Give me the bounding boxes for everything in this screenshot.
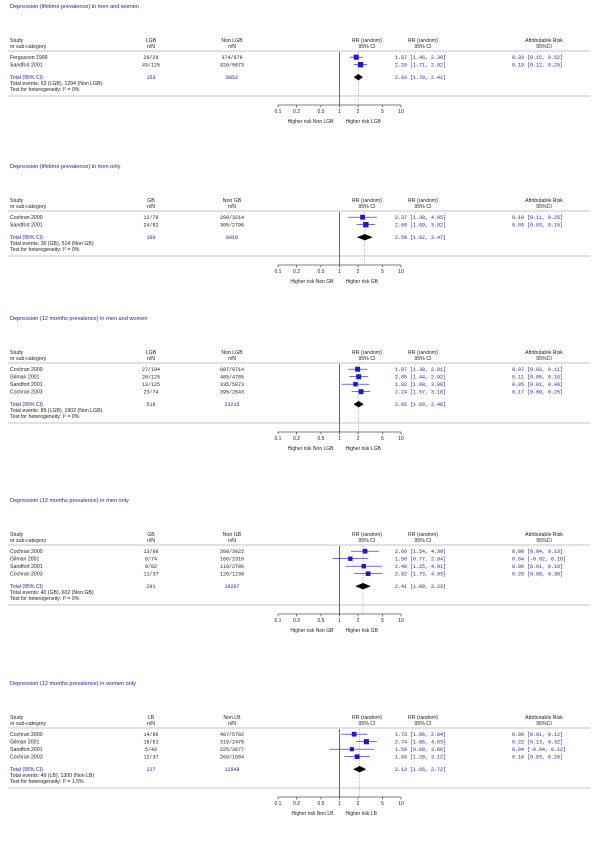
panel-4-study-3-group1: 8/82 — [144, 564, 158, 570]
panel-2-total-group2: 6010 — [225, 235, 239, 241]
panel-1-title: Depression (lifetime prevalence) in men and women — [10, 4, 140, 10]
panel-5-header-subcategory: or sub-category — [10, 721, 47, 727]
panel-5-x-tick-label-6: 5 — [381, 801, 384, 807]
panel-2-title: Depression (lifetime prevalence) in men only — [10, 164, 121, 170]
panel-3-study-3-rr-marker — [353, 382, 358, 387]
panel-1-study-1-name: Fergusson 1999 — [10, 55, 48, 61]
panel-4-study-1-rr-value: 2.60 [1.54, 4.39] — [395, 549, 447, 555]
panel-4-header-group1-nN: n/N — [146, 538, 156, 544]
panel-4-study-1-rr-marker — [363, 549, 368, 554]
panel-2-x-tick-label-5: 2 — [356, 269, 360, 275]
panel-1-total-group2: 6852 — [225, 75, 239, 81]
panel-5-header-group2: Non LB — [223, 715, 241, 721]
panel-4-study-4-group1: 11/37 — [143, 571, 159, 578]
panel-5-x-tick-label-2: 0.2 — [293, 801, 300, 807]
panel-4-header-subcategory: or sub-category — [10, 538, 47, 544]
panel-3-heterogeneity: Test for heterogeneity: I² = 0% — [10, 414, 80, 420]
panel-5-study-3-group2: 225/3077 — [219, 747, 245, 753]
panel-4-study-3-group2: 110/2796 — [219, 564, 245, 570]
panel-5-header-study: Study — [10, 715, 24, 721]
panel-3-study-4-rr-value: 2.24 [1.57, 3.18] — [395, 389, 447, 396]
panel-4-study-2-group2: 166/2310 — [219, 556, 245, 563]
panel-3-header-rr: RR (random) — [408, 350, 438, 356]
panel-3-study-1-rr-value: 1.97 [1.38, 2.81] — [395, 367, 447, 373]
panel-3-study-2-ar-value: 0.11 [0.05, 0.16] — [512, 374, 564, 381]
panel-5-study-3-rr-value: 1.59 [0.69, 3.66] — [395, 747, 447, 753]
panel-2-x-tick-label-4: 1 — [338, 269, 341, 275]
panel-5-study-3-group1: 5/43 — [144, 747, 158, 753]
panel-5-axis-label-left: Higher risk Non LB — [291, 811, 334, 817]
panel-2-header-group2: Non GB — [222, 198, 242, 204]
panel-1-header-ar-ci: 95%CI — [536, 44, 552, 50]
panel-1-header-group2: Non LGB — [221, 38, 243, 44]
panel-2-header-group2-nN: n/N — [227, 204, 237, 210]
panel-3-x-tick-label-4: 1 — [338, 436, 341, 442]
panel-3-study-2-rr-value: 2.05 [1.44, 2.92] — [395, 374, 447, 381]
panel-3-study-1-ar-value: 0.07 [0.03, 0.11] — [512, 367, 564, 373]
panel-2-total-events: Total events: 36 (GB), 514 (Non GB) — [10, 241, 94, 247]
panel-2-header-ar-ci: 95%CI — [536, 204, 552, 210]
panel-5-study-2-rr-value: 2.74 [1.86, 4.03] — [395, 739, 447, 746]
panel-5-study-1-group1: 14/96 — [143, 732, 159, 738]
panel-2-study-2-name: Sandfort 2001 — [10, 222, 43, 229]
panel-5-study-1-ar-value: 0.06 [0.01, 0.12] — [512, 732, 564, 738]
panel-3-study-3-rr-value: 1.82 [1.08, 3.08] — [395, 382, 447, 388]
panel-4-total-events: Total events: 40 (GB), 602 (Non GB) — [10, 590, 94, 596]
panel-5-study-4-rr-marker — [355, 754, 360, 759]
panel-4-study-2-name: Gilman 2001 — [10, 556, 40, 563]
panel-5-study-2-ar-value: 0.22 [0.13, 0.32] — [512, 739, 564, 746]
panel-1-header-group2-nN: n/N — [227, 44, 237, 50]
panel-1-header-subcategory: or sub-category — [10, 44, 47, 50]
panel-3-total-group1: 518 — [146, 402, 156, 408]
panel-5-x-tick-label-4: 1 — [338, 801, 341, 807]
panel-2-study-2-rr-value: 2.68 [1.89, 3.82] — [395, 222, 447, 229]
panel-3-total-label: Total (95% CI) — [10, 402, 43, 408]
panel-1-header-plot: RR (random) — [352, 38, 382, 44]
panel-4-study-1-group2: 200/3922 — [219, 549, 245, 555]
panel-1-x-tick-label-4: 1 — [338, 109, 341, 115]
panel-3-x-tick-label-5: 2 — [356, 436, 360, 442]
panel-1-header-ar: Attributable Risk — [525, 38, 563, 44]
panel-3-total-events: Total events: 89 (LGB), 1902 (Non LGB) — [10, 408, 103, 414]
panel-4-total-rr-value: 2.41 [1.80, 3.23] — [395, 584, 447, 590]
panel-4-x-tick-label-3: 0.5 — [317, 618, 325, 624]
panel-4-study-3-rr-value: 2.48 [1.25, 4.91] — [395, 564, 447, 570]
panel-3-axis-label-left: Higher risk Non LGB — [287, 446, 334, 452]
panel-3-study-4-group2: 395/2843 — [219, 389, 245, 396]
panel-4-x-tick-label-1: 0.1 — [274, 618, 282, 624]
panel-3-study-1-rr-marker — [355, 367, 360, 372]
panel-2-header-ar: Attributable Risk — [525, 198, 563, 204]
panel-2-study-2-ar-value: 0.09 [0.03, 0.15] — [512, 222, 564, 229]
panel-2-pooled-diamond — [357, 234, 373, 240]
panel-4-title: Depression (12 months prevalence) in men only — [10, 498, 129, 504]
panel-5-study-2-name: Gilman 2001 — [10, 739, 40, 746]
panel-4-x-tick-label-5: 2 — [356, 618, 360, 624]
panel-1-header-group1: LGB — [145, 38, 157, 44]
panel-1-total-events: Total events: 63 (LGB), 1294 (Non LGB) — [10, 81, 103, 87]
panel-2-x-tick-label-6: 5 — [381, 269, 384, 275]
panel-4-header-group1: GB — [147, 532, 155, 538]
panel-2-study-1-rr-marker — [360, 215, 365, 220]
panel-1-heterogeneity: Test for heterogeneity: I² = 0% — [10, 87, 80, 93]
panel-3-study-4-group1: 23/74 — [143, 389, 159, 396]
panel-3-header-plot: RR (random) — [352, 350, 382, 356]
panel-2-header-plot-ci: 95% CI — [358, 204, 376, 210]
panel-4-x-tick-label-7: 10 — [398, 618, 404, 624]
panel-5-header-group2-nN: n/N — [227, 721, 237, 727]
panel-3-header-group1: LGB — [145, 350, 157, 356]
panel-2-header-group1: GB — [147, 198, 155, 204]
panel-5-total-group2: 12948 — [224, 767, 240, 773]
panel-4-study-4-rr-marker — [366, 571, 371, 576]
panel-2-header-group1-nN: n/N — [146, 204, 156, 210]
panel-1-x-tick-label-2: 0.2 — [293, 109, 300, 115]
panel-1-axis-label-right: Higher risk LGB — [345, 119, 381, 125]
panel-4-study-3-rr-marker — [362, 564, 366, 568]
panel-5-study-4-name: Cochran 2003 — [10, 754, 43, 761]
panel-2-x-tick-label-7: 10 — [398, 269, 404, 275]
panel-3-axis-label-right: Higher risk LGB — [345, 446, 381, 452]
panel-1-study-2-rr-marker — [358, 62, 363, 67]
panel-4-study-2-rr-value: 1.50 [0.77, 2.94] — [395, 556, 447, 563]
panel-3-pooled-diamond — [354, 401, 364, 407]
panel-3-study-1-name: Cochran 2000 — [10, 367, 43, 373]
panel-1-study-1-rr-value: 1.87 [1.46, 2.39] — [395, 55, 447, 61]
panel-5-header-group1-nN: n/N — [146, 721, 156, 727]
panel-2-header-subcategory: or sub-category — [10, 204, 47, 210]
panel-4-x-tick-label-2: 0.2 — [293, 618, 300, 624]
panel-4-x-tick-label-4: 1 — [338, 618, 341, 624]
panel-4-study-4-ar-value: 0.20 [0.09, 0.30] — [512, 571, 564, 578]
panel-2-total-rr-value: 2.58 [1.92, 3.47] — [395, 235, 447, 241]
panel-5-header-rr: RR (random) — [408, 715, 438, 721]
panel-3-header-group2-nN: n/N — [227, 356, 237, 362]
panel-5-x-tick-label-3: 0.5 — [317, 801, 325, 807]
panel-4-study-2-ar-value: 0.04 [-0.02, 0.10] — [512, 556, 567, 563]
panel-1-header-rr-ci: 95% CI — [414, 44, 432, 50]
panel-3-header-group1-nN: n/N — [146, 356, 156, 362]
panel-2-header-plot: RR (random) — [352, 198, 382, 204]
panel-5-study-1-rr-value: 1.73 [1.06, 2.84] — [395, 732, 447, 738]
panel-1-study-2-name: Sandfort 2001 — [10, 62, 43, 69]
panel-5-header-plot-ci: 95% CI — [358, 721, 376, 727]
panel-4-header-plot: RR (random) — [352, 532, 382, 538]
panel-4-x-tick-label-6: 5 — [381, 618, 384, 624]
panel-3-study-4-ar-value: 0.17 [0.09, 0.25] — [512, 389, 564, 396]
panel-3-study-3-name: Sandfort 2001 — [10, 382, 43, 388]
panel-3-study-3-group2: 335/5873 — [219, 382, 245, 388]
panel-4-header-rr: RR (random) — [408, 532, 438, 538]
panel-4-header-study: Study — [10, 532, 24, 538]
panel-5-x-tick-label-5: 2 — [356, 801, 360, 807]
panel-2-study-1-rr-value: 2.37 [1.38, 4.05] — [395, 215, 447, 221]
panel-2-header-rr-ci: 95% CI — [414, 204, 432, 210]
panel-4-header-group2: Non GB — [222, 532, 242, 538]
panel-2-study-2-group2: 305/2796 — [219, 222, 245, 229]
panel-4-heterogeneity: Test for heterogeneity: I² = 0% — [10, 596, 80, 602]
panel-2-x-tick-label-3: 0.5 — [317, 269, 325, 275]
panel-1-x-tick-label-7: 10 — [398, 109, 404, 115]
panel-4-total-group1: 291 — [146, 584, 156, 590]
panel-2-total-label: Total (95% CI) — [10, 235, 43, 241]
panel-5-study-4-group2: 269/1604 — [219, 754, 245, 761]
panel-4-study-4-group2: 126/1239 — [219, 571, 245, 578]
panel-5-study-1-group2: 487/5792 — [219, 732, 245, 738]
panel-1-study-2-ar-value: 0.19 [0.12, 0.25] — [512, 62, 564, 69]
panel-1-total-rr-value: 2.03 [1.70, 2.41] — [395, 75, 447, 81]
panel-1-x-tick-label-3: 0.5 — [317, 109, 325, 115]
panel-1-x-tick-label-6: 5 — [381, 109, 384, 115]
panel-3-x-tick-label-7: 10 — [398, 436, 404, 442]
panel-4-study-4-name: Cochran 2003 — [10, 571, 43, 578]
panel-5-study-1-rr-marker — [352, 732, 357, 737]
panel-3-header-ar-ci: 95%CI — [536, 356, 552, 362]
panel-1-x-tick-label-5: 2 — [356, 109, 360, 115]
panel-3-study-1-group1: 27/194 — [141, 367, 161, 373]
panel-2-axis-label-left: Higher risk Non GB — [290, 279, 334, 285]
panel-1-study-2-rr-value: 2.20 [1.71, 2.82] — [395, 62, 447, 69]
panel-4-total-group2: 10267 — [224, 584, 240, 590]
panel-4-study-2-group1: 8/74 — [144, 556, 158, 563]
panel-3-study-2-group1: 26/125 — [141, 374, 161, 381]
panel-3-study-1-group2: 687/9714 — [219, 367, 245, 373]
panel-2-study-1-group1: 12/78 — [143, 215, 159, 221]
panel-1-total-group1: 153 — [146, 75, 156, 81]
panel-4-study-3-name: Sandfort 2001 — [10, 564, 43, 570]
panel-2-study-2-rr-marker — [363, 222, 368, 227]
panel-3-x-tick-label-6: 5 — [381, 436, 384, 442]
panel-4-pooled-diamond — [355, 583, 371, 589]
panel-5-study-2-group2: 319/2475 — [219, 739, 245, 746]
panel-4-study-4-rr-value: 2.92 [1.73, 4.93] — [395, 571, 447, 578]
panel-2-study-1-ar-value: 0.18 [0.11, 0.25] — [512, 215, 564, 221]
panel-5-study-3-rr-marker — [350, 747, 354, 751]
panel-2-x-tick-label-2: 0.2 — [293, 269, 300, 275]
panel-1-x-tick-label-1: 0.1 — [274, 109, 282, 115]
panel-5-heterogeneity: Test for heterogeneity: I² = 1.5% — [10, 779, 84, 785]
panel-1-header-plot-ci: 95% CI — [358, 44, 376, 50]
panel-1-header-study: Study — [10, 38, 24, 44]
panel-3-header-plot-ci: 95% CI — [358, 356, 376, 362]
panel-3-header-study: Study — [10, 350, 24, 356]
panel-2-study-1-name: Cochran 2000 — [10, 215, 43, 221]
panel-1-header-rr: RR (random) — [408, 38, 438, 44]
panel-5-study-4-rr-value: 1.93 [1.20, 3.12] — [395, 754, 447, 761]
panel-5-study-3-ar-value: 0.04 [-0.04, 0.12] — [512, 747, 567, 753]
panel-4-header-ar-ci: 95%CI — [536, 538, 552, 544]
panel-3-study-2-group2: 485/4785 — [219, 374, 245, 381]
panel-5-study-4-group1: 12/37 — [143, 754, 159, 761]
panel-3-x-tick-label-3: 0.5 — [317, 436, 325, 442]
panel-3-title: Depression (12 months prevalence) in men and women — [10, 316, 148, 322]
panel-5-title: Depression (12 months prevalence) in women only — [10, 681, 136, 687]
panel-3-study-3-group1: 13/125 — [141, 382, 161, 388]
panel-1-study-1-group1: 20/28 — [143, 55, 159, 61]
panel-4-header-ar: Attributable Risk — [525, 532, 563, 538]
panel-5-total-rr-value: 2.13 [1.66, 2.72] — [395, 767, 447, 773]
panel-5-header-ar: Attributable Risk — [525, 715, 563, 721]
panel-4-total-label: Total (95% CI) — [10, 584, 43, 590]
panel-4-header-plot-ci: 95% CI — [358, 538, 376, 544]
panel-4-header-group2-nN: n/N — [227, 538, 237, 544]
panel-2-heterogeneity: Test for heterogeneity: I² = 0% — [10, 247, 80, 253]
panel-5-study-4-ar-value: 0.16 [0.03, 0.28] — [512, 754, 564, 761]
panel-3-study-4-name: Cochran 2003 — [10, 389, 43, 396]
panel-3-total-rr-value: 2.05 [1.69, 2.48] — [395, 402, 447, 408]
panel-1-pooled-diamond — [354, 74, 363, 80]
panel-5-header-ar-ci: 95%CI — [536, 721, 552, 727]
panel-1-axis-label-left: Higher risk Non LGB — [287, 119, 334, 125]
panel-3-header-group2: Non LGB — [221, 350, 243, 356]
panel-3-total-group2: 23215 — [224, 402, 240, 408]
panel-3-header-ar: Attributable Risk — [525, 350, 563, 356]
panel-1-study-2-group2: 920/5873 — [219, 62, 245, 69]
panel-3-study-3-ar-value: 0.05 [0.01, 0.09] — [512, 382, 564, 388]
panel-2-total-group1: 160 — [146, 235, 156, 241]
panel-1-header-group1-nN: n/N — [146, 44, 156, 50]
panel-4-axis-label-right: Higher risk GB — [345, 628, 379, 634]
panel-3-x-tick-label-2: 0.2 — [293, 436, 300, 442]
panel-4-study-2-rr-marker — [348, 556, 352, 560]
panel-5-axis-label-right: Higher risk LB — [345, 811, 377, 817]
panel-5-total-group1: 227 — [146, 767, 156, 773]
panel-5-header-rr-ci: 95% CI — [414, 721, 432, 727]
panel-2-study-2-group1: 24/82 — [143, 222, 159, 229]
panel-5-study-3-name: Sandfort 2001 — [10, 747, 43, 753]
panel-5-x-tick-label-1: 0.1 — [274, 801, 282, 807]
panel-5-header-plot: RR (random) — [352, 715, 382, 721]
panel-3-study-4-rr-marker — [359, 389, 364, 394]
panel-5-study-2-group1: 18/51 — [143, 739, 159, 746]
panel-4-study-1-group1: 13/98 — [143, 549, 159, 555]
panel-4-study-3-ar-value: 0.06 [0.01, 0.10] — [512, 564, 564, 570]
panel-2-axis-label-right: Higher risk GB — [345, 279, 379, 285]
panel-1-total-label: Total (95% CI) — [10, 75, 43, 81]
panel-1-study-1-rr-marker — [354, 55, 359, 60]
panel-2-header-study: Study — [10, 198, 24, 204]
panel-5-study-1-name: Cochran 2000 — [10, 732, 43, 738]
panel-1-study-2-group1: 43/125 — [141, 62, 161, 69]
panel-1-study-1-group2: 374/979 — [221, 55, 243, 61]
panel-3-study-2-rr-marker — [356, 374, 361, 379]
panel-4-study-1-ar-value: 0.08 [0.04, 0.13] — [512, 549, 564, 555]
panel-5-header-group1: LB — [147, 715, 155, 721]
panel-3-header-rr-ci: 95% CI — [414, 356, 432, 362]
panel-3-header-subcategory: or sub-category — [10, 356, 47, 362]
panel-4-header-rr-ci: 95% CI — [414, 538, 432, 544]
panel-4-axis-label-left: Higher risk Non GB — [290, 628, 334, 634]
panel-2-x-tick-label-1: 0.1 — [274, 269, 282, 275]
panel-5-study-2-rr-marker — [364, 739, 369, 744]
panel-3-x-tick-label-1: 0.1 — [274, 436, 282, 442]
panel-1-study-1-ar-value: 0.33 [0.15, 0.52] — [512, 55, 564, 61]
panel-3-study-2-name: Gilman 2001 — [10, 374, 40, 381]
panel-5-total-events: Total events: 49 (LB), 1300 (Non LB) — [10, 773, 95, 779]
panel-5-x-tick-label-7: 10 — [398, 801, 404, 807]
panel-4-study-1-name: Cochran 2000 — [10, 549, 43, 555]
panel-2-header-rr: RR (random) — [408, 198, 438, 204]
panel-5-total-label: Total (95% CI) — [10, 767, 43, 773]
panel-2-study-1-group2: 209/3214 — [219, 215, 245, 221]
panel-5-pooled-diamond — [353, 766, 366, 772]
